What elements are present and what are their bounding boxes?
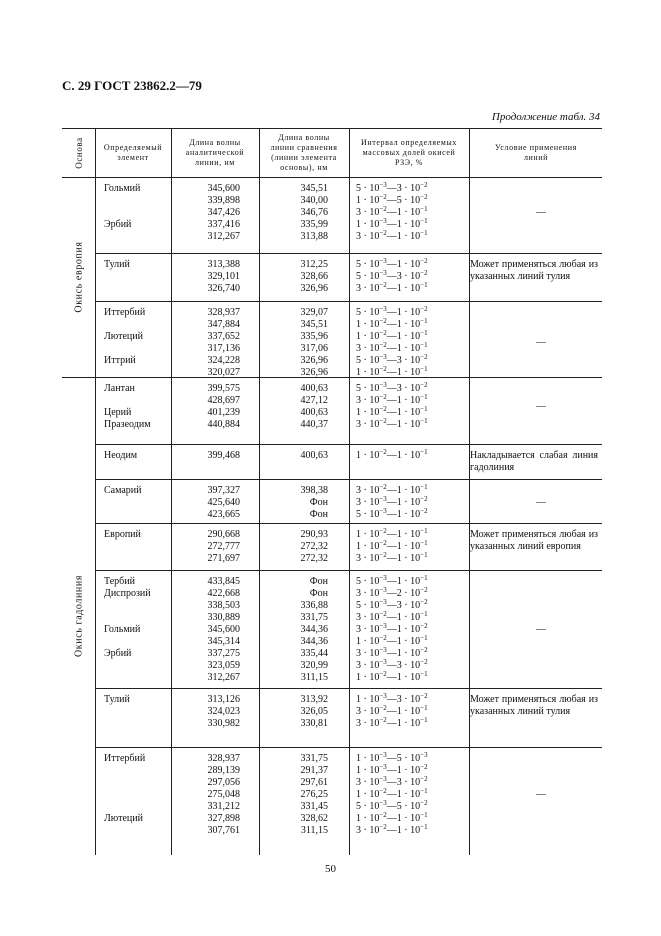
element-name: Тулий [104, 259, 130, 270]
data-table [62, 128, 602, 855]
concentration-interval: $5 \cdot 10^{-3}—1 \cdot 10^{-2}$ [356, 305, 428, 318]
block-separator [95, 479, 602, 480]
column-header-element [96, 128, 170, 177]
element-name: Гольмий [104, 624, 141, 635]
analytical-wavelength: 397,327 [207, 485, 240, 496]
block-separator [95, 747, 602, 748]
column-header-element-line1: Определяемый [103, 142, 163, 152]
comparison-wavelength: Фон [309, 509, 328, 520]
analytical-wavelength: 337,416 [207, 219, 240, 230]
column-divider [95, 128, 96, 855]
comparison-wavelength: 336,88 [300, 600, 328, 611]
concentration-interval: $5 \cdot 10^{-3}—3 \cdot 10^{-2}$ [356, 269, 428, 282]
element-name: Иттербий [104, 753, 146, 764]
condition-dash: — [536, 497, 546, 508]
analytical-wavelength: 345,314 [207, 636, 240, 647]
concentration-interval: $3 \cdot 10^{-3}—3 \cdot 10^{-2}$ [356, 775, 428, 788]
concentration-interval: $3 \cdot 10^{-2}—1 \cdot 10^{-1}$ [356, 551, 428, 564]
element-name: Тербий [104, 576, 135, 587]
analytical-wavelength: 320,027 [207, 367, 240, 378]
comparison-wavelength: 398,38 [300, 485, 328, 496]
concentration-interval: $3 \cdot 10^{-2}—1 \cdot 10^{-1}$ [356, 393, 428, 406]
page-header: С. 29 ГОСТ 23862.2—79 [62, 78, 202, 93]
application-condition: Может применяться любая из указанных линий тулия [470, 694, 598, 717]
comparison-wavelength: 328,66 [300, 271, 328, 282]
basis-label [66, 177, 92, 377]
element-name: Европий [104, 529, 141, 540]
concentration-interval: $5 \cdot 10^{-3}—5 \cdot 10^{-2}$ [356, 799, 428, 812]
application-condition: Может применяться любая из указанных линий европия [470, 529, 598, 552]
analytical-wavelength: 327,898 [207, 813, 240, 824]
analytical-wavelength: 422,668 [207, 588, 240, 599]
column-header-interval-line3: РЗЭ, % [394, 157, 424, 167]
element-name: Лютеций [104, 813, 143, 824]
analytical-wavelength: 312,267 [207, 231, 240, 242]
column-header-wavelength-line2: аналитической [185, 147, 245, 157]
concentration-interval: $3 \cdot 10^{-3}—1 \cdot 10^{-2}$ [356, 622, 428, 635]
comparison-wavelength: 291,37 [300, 765, 328, 776]
comparison-wavelength: 344,36 [300, 624, 328, 635]
block-separator [95, 570, 602, 571]
concentration-interval: $3 \cdot 10^{-2}—1 \cdot 10^{-1}$ [356, 704, 428, 717]
comparison-wavelength: 345,51 [300, 183, 328, 194]
element-name: Лютеций [104, 331, 143, 342]
concentration-interval: $1 \cdot 10^{-2}—1 \cdot 10^{-1}$ [356, 811, 428, 824]
comparison-wavelength: 326,96 [300, 367, 328, 378]
analytical-wavelength: 345,600 [207, 624, 240, 635]
block-separator [95, 301, 602, 302]
comparison-wavelength: 329,07 [300, 307, 328, 318]
element-name: Эрбий [104, 219, 132, 230]
concentration-interval: $3 \cdot 10^{-2}—1 \cdot 10^{-1}$ [356, 281, 428, 294]
column-header-basis [66, 128, 92, 177]
page-number: 50 [325, 863, 336, 875]
concentration-interval: $1 \cdot 10^{-3}—1 \cdot 10^{-2}$ [356, 763, 428, 776]
concentration-interval: $3 \cdot 10^{-2}—1 \cdot 10^{-1}$ [356, 205, 428, 218]
concentration-interval: $1 \cdot 10^{-2}—1 \cdot 10^{-1}$ [356, 634, 428, 647]
concentration-interval: $1 \cdot 10^{-2}—5 \cdot 10^{-2}$ [356, 193, 428, 206]
comparison-wavelength: 276,25 [300, 789, 328, 800]
analytical-wavelength: 423,665 [207, 509, 240, 520]
element-name: Иттрий [104, 355, 136, 366]
analytical-wavelength: 271,697 [207, 553, 240, 564]
comparison-wavelength: Фон [309, 588, 328, 599]
column-header-condition-line1: Условие применения [495, 142, 577, 152]
condition-dash: — [536, 207, 546, 218]
concentration-interval: $3 \cdot 10^{-2}—1 \cdot 10^{-1}$ [356, 823, 428, 836]
concentration-interval: $5 \cdot 10^{-3}—3 \cdot 10^{-2}$ [356, 353, 428, 366]
analytical-wavelength: 328,937 [207, 753, 240, 764]
column-header-wavelength [172, 128, 258, 177]
comparison-wavelength: 272,32 [300, 553, 328, 564]
analytical-wavelength: 345,600 [207, 183, 240, 194]
analytical-wavelength: 324,228 [207, 355, 240, 366]
condition-dash: — [536, 789, 546, 800]
comparison-wavelength: 326,96 [300, 355, 328, 366]
comparison-wavelength: 335,99 [300, 219, 328, 230]
analytical-wavelength: 337,275 [207, 648, 240, 659]
concentration-interval: $3 \cdot 10^{-2}—1 \cdot 10^{-1}$ [356, 483, 428, 496]
group-separator [62, 377, 602, 378]
analytical-wavelength: 289,139 [207, 765, 240, 776]
concentration-interval: $1 \cdot 10^{-2}—1 \cdot 10^{-1}$ [356, 405, 428, 418]
element-name: Церий [104, 407, 132, 418]
analytical-wavelength: 312,267 [207, 672, 240, 683]
column-header-condition-line2: линий [523, 152, 549, 162]
comparison-wavelength: 400,63 [300, 407, 328, 418]
concentration-interval: $1 \cdot 10^{-2}—1 \cdot 10^{-1}$ [356, 787, 428, 800]
application-condition: Накладывается слабая линия гадолиния [470, 450, 598, 473]
comparison-wavelength: 290,93 [300, 529, 328, 540]
concentration-interval: $3 \cdot 10^{-2}—1 \cdot 10^{-1}$ [356, 716, 428, 729]
comparison-wavelength: 331,75 [300, 612, 328, 623]
comparison-wavelength: Фон [309, 576, 328, 587]
comparison-wavelength: 326,96 [300, 283, 328, 294]
analytical-wavelength: 428,697 [207, 395, 240, 406]
column-divider [349, 128, 350, 855]
column-header-comparison-line3: (линии элемента [271, 152, 337, 162]
column-header-comparison [260, 128, 348, 177]
column-header-element-line2: элемент [117, 152, 149, 162]
table-header-rule [62, 177, 602, 178]
concentration-interval: $1 \cdot 10^{-2}—1 \cdot 10^{-1}$ [356, 527, 428, 540]
analytical-wavelength: 326,740 [207, 283, 240, 294]
concentration-interval: $3 \cdot 10^{-2}—1 \cdot 10^{-1}$ [356, 229, 428, 242]
comparison-wavelength: 320,99 [300, 660, 328, 671]
comparison-wavelength: 440,37 [300, 419, 328, 430]
analytical-wavelength: 290,668 [207, 529, 240, 540]
analytical-wavelength: 347,426 [207, 207, 240, 218]
block-separator [95, 444, 602, 445]
concentration-interval: $5 \cdot 10^{-3}—1 \cdot 10^{-2}$ [356, 507, 428, 520]
comparison-wavelength: 312,25 [300, 259, 328, 270]
element-name: Иттербий [104, 307, 146, 318]
analytical-wavelength: 399,468 [207, 450, 240, 461]
element-name: Диспрозий [104, 588, 151, 599]
column-header-wavelength-line1: Длина волны [189, 137, 241, 147]
comparison-wavelength: 313,92 [300, 694, 328, 705]
analytical-wavelength: 329,101 [207, 271, 240, 282]
analytical-wavelength: 331,212 [207, 801, 240, 812]
comparison-wavelength: 330,81 [300, 718, 328, 729]
concentration-interval: $3 \cdot 10^{-2}—1 \cdot 10^{-1}$ [356, 610, 428, 623]
concentration-interval: $5 \cdot 10^{-3}—1 \cdot 10^{-1}$ [356, 574, 428, 587]
block-separator [95, 253, 602, 254]
concentration-interval: $1 \cdot 10^{-2}—1 \cdot 10^{-1}$ [356, 448, 428, 461]
concentration-interval: $3 \cdot 10^{-3}—3 \cdot 10^{-2}$ [356, 658, 428, 671]
column-divider [171, 128, 172, 855]
analytical-wavelength: 330,889 [207, 612, 240, 623]
comparison-wavelength: 335,44 [300, 648, 328, 659]
analytical-wavelength: 323,059 [207, 660, 240, 671]
comparison-wavelength: 272,32 [300, 541, 328, 552]
column-header-comparison-line1: Длина волны [278, 132, 330, 142]
analytical-wavelength: 399,575 [207, 383, 240, 394]
comparison-wavelength: 427,12 [300, 395, 328, 406]
basis-label [66, 377, 92, 855]
concentration-interval: $3 \cdot 10^{-3}—2 \cdot 10^{-2}$ [356, 586, 428, 599]
element-name: Самарий [104, 485, 142, 496]
column-divider [469, 128, 470, 855]
table-top-rule [62, 128, 602, 129]
comparison-wavelength: 331,75 [300, 753, 328, 764]
comparison-wavelength: 346,76 [300, 207, 328, 218]
analytical-wavelength: 440,884 [207, 419, 240, 430]
column-header-interval-line2: массовых долей окисей [362, 147, 456, 157]
comparison-wavelength: 297,61 [300, 777, 328, 788]
analytical-wavelength: 324,023 [207, 706, 240, 717]
comparison-wavelength: 344,36 [300, 636, 328, 647]
concentration-interval: $3 \cdot 10^{-2}—1 \cdot 10^{-1}$ [356, 417, 428, 430]
concentration-interval: $1 \cdot 10^{-2}—1 \cdot 10^{-1}$ [356, 539, 428, 552]
column-header-interval [350, 128, 468, 177]
analytical-wavelength: 347,884 [207, 319, 240, 330]
concentration-interval: $5 \cdot 10^{-3}—3 \cdot 10^{-2}$ [356, 181, 428, 194]
analytical-wavelength: 313,388 [207, 259, 240, 270]
comparison-wavelength: 400,63 [300, 450, 328, 461]
analytical-wavelength: 425,640 [207, 497, 240, 508]
analytical-wavelength: 313,126 [207, 694, 240, 705]
analytical-wavelength: 275,048 [207, 789, 240, 800]
comparison-wavelength: 326,05 [300, 706, 328, 717]
element-name: Неодим [104, 450, 138, 461]
analytical-wavelength: 297,056 [207, 777, 240, 788]
concentration-interval: $3 \cdot 10^{-3}—1 \cdot 10^{-2}$ [356, 646, 428, 659]
basis-label-text: Окись европия [73, 241, 85, 313]
element-name: Лантан [104, 383, 135, 394]
column-header-basis-text: Основа [74, 136, 84, 169]
analytical-wavelength: 330,982 [207, 718, 240, 729]
comparison-wavelength: 328,62 [300, 813, 328, 824]
concentration-interval: $3 \cdot 10^{-3}—1 \cdot 10^{-2}$ [356, 495, 428, 508]
column-divider [259, 128, 260, 855]
condition-dash: — [536, 401, 546, 412]
column-header-interval-line1: Интервал определяемых [361, 137, 457, 147]
concentration-interval: $1 \cdot 10^{-2}—1 \cdot 10^{-1}$ [356, 317, 428, 330]
analytical-wavelength: 337,652 [207, 331, 240, 342]
analytical-wavelength: 328,937 [207, 307, 240, 318]
element-name: Эрбий [104, 648, 132, 659]
concentration-interval: $5 \cdot 10^{-3}—3 \cdot 10^{-2}$ [356, 381, 428, 394]
analytical-wavelength: 338,503 [207, 600, 240, 611]
block-separator [95, 688, 602, 689]
analytical-wavelength: 272,777 [207, 541, 240, 552]
element-name: Празеодим [104, 419, 151, 430]
analytical-wavelength: 401,239 [207, 407, 240, 418]
comparison-wavelength: 340,00 [300, 195, 328, 206]
concentration-interval: $1 \cdot 10^{-2}—1 \cdot 10^{-1}$ [356, 670, 428, 683]
application-condition: Может применяться любая из указанных линий тулия [470, 259, 598, 282]
concentration-interval: $1 \cdot 10^{-2}—1 \cdot 10^{-1}$ [356, 329, 428, 342]
concentration-interval: $3 \cdot 10^{-2}—1 \cdot 10^{-1}$ [356, 341, 428, 354]
comparison-wavelength: Фон [309, 497, 328, 508]
condition-dash: — [536, 624, 546, 635]
concentration-interval: $1 \cdot 10^{-2}—1 \cdot 10^{-1}$ [356, 365, 428, 378]
element-name: Гольмий [104, 183, 141, 194]
column-header-condition [470, 128, 602, 177]
comparison-wavelength: 311,15 [300, 825, 328, 836]
analytical-wavelength: 339,898 [207, 195, 240, 206]
column-header-comparison-line2: линии сравнения [270, 142, 338, 152]
concentration-interval: $5 \cdot 10^{-3}—3 \cdot 10^{-2}$ [356, 598, 428, 611]
condition-dash: — [536, 337, 546, 348]
column-header-comparison-line4: основы), нм [280, 162, 328, 172]
comparison-wavelength: 331,45 [300, 801, 328, 812]
comparison-wavelength: 313,88 [300, 231, 328, 242]
concentration-interval: $5 \cdot 10^{-3}—1 \cdot 10^{-2}$ [356, 257, 428, 270]
concentration-interval: $1 \cdot 10^{-3}—1 \cdot 10^{-1}$ [356, 217, 428, 230]
analytical-wavelength: 307,761 [207, 825, 240, 836]
column-header-wavelength-line3: линии, нм [195, 157, 235, 167]
comparison-wavelength: 345,51 [300, 319, 328, 330]
analytical-wavelength: 433,845 [207, 576, 240, 587]
comparison-wavelength: 335,96 [300, 331, 328, 342]
basis-label-text: Окись гадолиния [73, 574, 85, 658]
table-continuation-note: Продолжение табл. 34 [491, 111, 600, 123]
comparison-wavelength: 317,06 [300, 343, 328, 354]
element-name: Тулий [104, 694, 130, 705]
analytical-wavelength: 317,136 [207, 343, 240, 354]
concentration-interval: $1 \cdot 10^{-3}—3 \cdot 10^{-2}$ [356, 692, 428, 705]
concentration-interval: $1 \cdot 10^{-3}—5 \cdot 10^{-3}$ [356, 751, 428, 764]
comparison-wavelength: 311,15 [300, 672, 328, 683]
comparison-wavelength: 400,63 [300, 383, 328, 394]
block-separator [95, 523, 602, 524]
